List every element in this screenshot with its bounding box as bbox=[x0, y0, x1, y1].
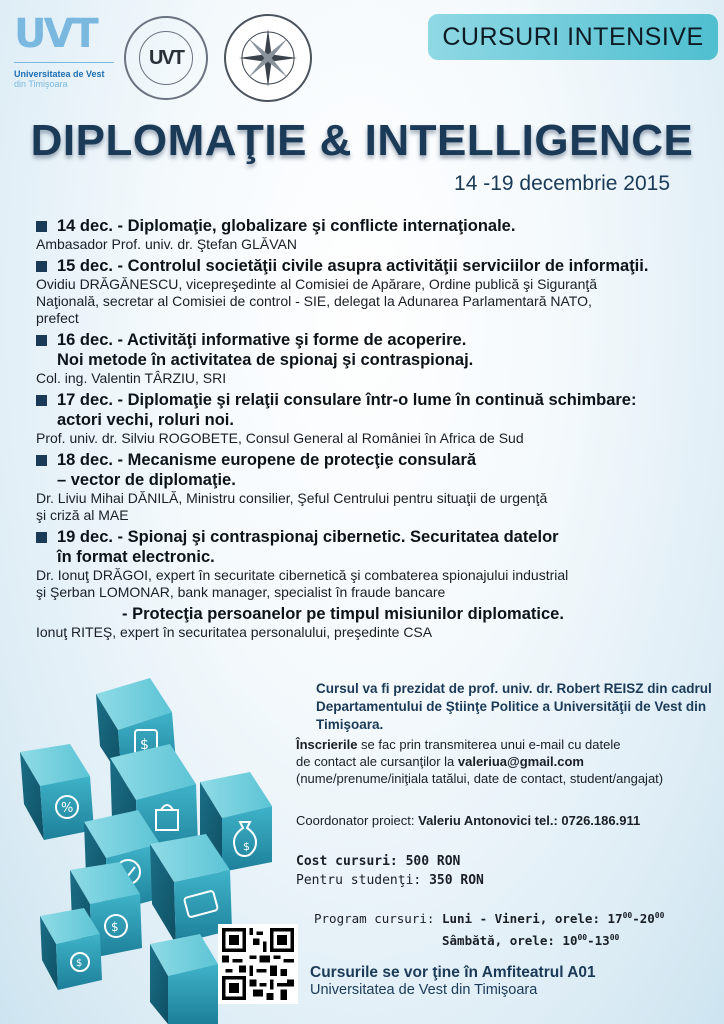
course-cost-label: Cost cursuri: bbox=[296, 854, 406, 869]
program-item bbox=[36, 450, 716, 524]
program-item bbox=[36, 256, 716, 327]
svg-text:$: $ bbox=[140, 737, 149, 753]
coordinator-label: Coordonator proiect: bbox=[296, 813, 419, 828]
square-bullet-icon bbox=[36, 455, 47, 466]
saturday-end-minute: 00 bbox=[609, 933, 620, 943]
session-heading: 16 dec. - Activităţi informative şi forme de acoperire. Noi metode în activitatea de spionaj şi contraspionaj. bbox=[57, 331, 474, 369]
square-bullet-icon bbox=[36, 335, 47, 346]
costs-info bbox=[296, 852, 596, 890]
schedule-weekdays: Luni - Vineri, orele: bbox=[441, 911, 608, 927]
cube-percent bbox=[20, 744, 94, 840]
session-heading: 19 dec. - Spionaj şi contraspionaj cibernetic. Securitatea datelor în format electronic. bbox=[57, 528, 559, 566]
uvt-logo bbox=[14, 11, 114, 89]
weekday-start-hour: 17 bbox=[607, 911, 623, 927]
intensive-courses-banner: CURSURI INTENSIVE bbox=[428, 14, 718, 60]
session-speaker: Col. ing. Valentin TÂRZIU, SRI bbox=[36, 370, 227, 386]
coordinator-value: Valeriu Antonovici tel.: 0726.186.911 bbox=[418, 813, 641, 828]
registration-info bbox=[296, 736, 716, 787]
registration-text-3: (nume/prenume/iniţiala tatălui, date de contact, student/angajat) bbox=[296, 771, 664, 786]
saturday-start-hour: 10 bbox=[562, 933, 578, 949]
saturday-start-minute: 00 bbox=[577, 933, 588, 943]
schedule-saturday: Sâmbătă, orele: bbox=[442, 933, 563, 949]
session-heading: 17 dec. - Diplomaţie şi relaţii consulare într-o lume în continuă schimbare: actori vechi, roluri noi. bbox=[57, 391, 637, 429]
university-city: din Timişoara bbox=[14, 79, 68, 89]
square-bullet-icon bbox=[36, 221, 47, 232]
square-bullet-icon bbox=[36, 532, 47, 543]
venue-line-2: Universitatea de Vest din Timişoara bbox=[310, 982, 538, 998]
session-speaker: Ambasador Prof. univ. dr. Ştefan GLĂVAN bbox=[36, 236, 297, 252]
square-bullet-icon bbox=[36, 395, 47, 406]
cube-bottom bbox=[150, 934, 218, 1024]
schedule-info bbox=[314, 906, 714, 950]
venue-line-1: Cursurile se vor ţine în Amfiteatrul A01 bbox=[310, 964, 596, 981]
course-cost-value: 500 RON bbox=[405, 854, 461, 869]
session-heading: 14 dec. - Diplomaţie, globalizare şi conflicte internaţionale. bbox=[57, 217, 516, 235]
session-heading: 18 dec. - Mecanisme europene de protecţie consulară – vector de diplomaţie. bbox=[57, 451, 477, 489]
session-speaker: Ovidiu DRĂGĂNESCU, vicepreşedinte al Comisiei de Apărare, Ordine publică şi Siguranţă Naţională, secretar al Comisiei de control - SIE, delegat la Adunarea Parlamentară NATO, prefect bbox=[36, 276, 598, 326]
program-item bbox=[36, 330, 716, 387]
program-item bbox=[36, 527, 716, 601]
square-bullet-icon bbox=[36, 261, 47, 272]
svg-text:$: $ bbox=[111, 920, 119, 934]
program-item bbox=[36, 390, 716, 447]
schedule-label: Program cursuri: bbox=[314, 911, 442, 927]
program-item-extra bbox=[36, 604, 716, 641]
registration-text-2: de contact ale cursanţilor la bbox=[296, 754, 458, 769]
page-title: DIPLOMAŢIE & INTELLIGENCE bbox=[30, 116, 694, 165]
session-speaker: Prof. univ. dr. Silviu ROGOBETE, Consul General al României în Africa de Sud bbox=[36, 430, 524, 446]
university-name: Universitatea de Vest bbox=[14, 62, 114, 79]
extra-session-speaker: Ionuţ RITEŞ, expert în securitatea personalului, preşedinte CSA bbox=[36, 624, 433, 640]
session-speaker: Dr. Liviu Mihai DĂNILĂ, Ministru consilier, Şeful Centrului pentru situaţii de urgenţă şi criză al MAE bbox=[36, 490, 548, 523]
saturday-end-hour: -13 bbox=[587, 933, 610, 949]
qr-code-icon[interactable] bbox=[218, 924, 298, 1004]
weekday-start-minute: 00 bbox=[622, 911, 633, 920]
student-cost-label: Pentru studenţi: bbox=[296, 873, 430, 888]
program-item bbox=[36, 216, 716, 253]
registration-label: Înscrierile bbox=[296, 737, 358, 752]
session-speaker: Dr. Ionuţ DRĂGOI, expert în securitate cibernetică şi combaterea spionajului industrial şi Şerban LOMONAR, bank manager, specialist în fraude bancare bbox=[36, 567, 569, 600]
svg-text:%: % bbox=[61, 801, 74, 816]
svg-text:$: $ bbox=[243, 840, 250, 853]
seal-mark: UVT bbox=[139, 31, 193, 85]
presided-by-note: Cursul va fi prezidat de prof. univ. dr. Robert REISZ din cadrul Departamentului de Ştiinţe Politice a Universităţii de Vest din Timişoara. bbox=[316, 681, 712, 732]
csa-compass-icon bbox=[224, 14, 312, 102]
registration-text-1: se fac prin transmiterea unui e-mail cu datele bbox=[357, 737, 621, 752]
venue-info bbox=[310, 964, 710, 998]
coordinator-info bbox=[296, 812, 716, 829]
svg-text:$: $ bbox=[76, 958, 83, 969]
weekday-end-hour: -20 bbox=[632, 911, 655, 927]
uvt-logo-mark-left: U bbox=[14, 11, 44, 57]
session-heading: 15 dec. - Controlul societăţii civile asupra activităţii serviciilor de informaţii. bbox=[57, 257, 649, 275]
student-cost-value: 350 RON bbox=[429, 873, 484, 888]
event-dates: 14 -19 decembrie 2015 bbox=[454, 172, 670, 195]
program-list bbox=[36, 216, 716, 644]
weekday-end-minute: 00 bbox=[654, 911, 665, 920]
uvt-logo-mark-right: VT bbox=[43, 11, 96, 57]
extra-session-heading: - Protecţia persoanelor pe timpul misiunilor diplomatice. bbox=[122, 605, 564, 623]
uvt-seal-icon bbox=[124, 16, 208, 100]
registration-email-link[interactable]: valeriua@gmail.com bbox=[457, 754, 584, 769]
